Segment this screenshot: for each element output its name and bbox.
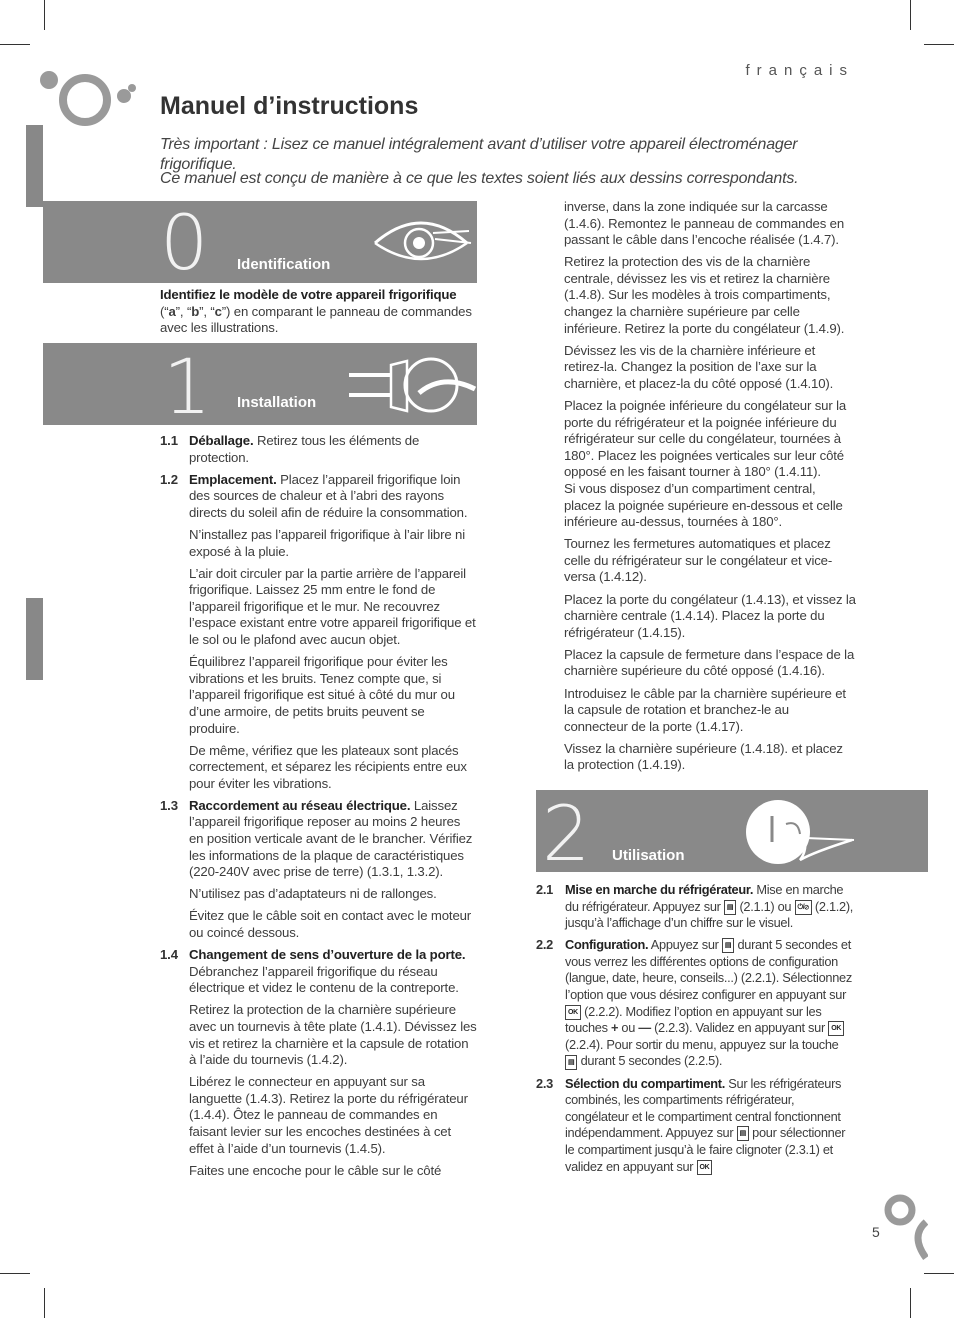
list-item: 2.2 Configuration. Appuyez sur ▤ durant 5 secondes et vous verrez les différentes options de configuration (langue, date, heure, conseils...) (2.2.1). Sélectionnez l’option que vous désirez configurer en appuyant sur OK (2.2.2). Modifiez l’option en appuyant sur les touches + ou — (2.2.3). Validez en appuyant sur OK (2.2.4). Pour sortir du menu, appuyez sur la touche ▤ durant 5 secondes (2.2.5). (536, 937, 852, 1069)
menu-key-icon: ▤ (722, 938, 734, 953)
side-accent-bar (26, 598, 43, 680)
section-number: 1 (163, 343, 212, 425)
right-column: inverse, dans la zone indiquée sur la carcasse (1.4.6). Remontez le panneau de commandes en passant le câble dans l’encoche réalisée (1.4.7). Retirez la protection des vis de la charnière centrale, dévissez les vis et retirez la charnière (1.4.8). Sur les modèles à trois compartiments, changez la charnière supérieure par celle inférieure. Retirez la porte du congélateur (1.4.9). Dévissez les vis de la charnière inférieure et retirez-la. Changez la position de l’axe sur la charnière, et placez-la du côté opposé (1.4.10). Placez la poignée inférieure du congélateur sur la porte du réfrigérateur et la poignée inférieure du réfrigérateur sur celle du congélateur, tournées à 180°. Placez les poignées verticales sur leur côté opposé en les faisant tourner à 180° (1.4.11). Si vous disposez d’un compartiment central, placez la poignée supérieure en-dessous et celle inférieure au-dessus, tournées à 180°. Tournez les fermetures automatiques et placez celle du réfrigérateur sur le congélateur et vice-versa (1.4.12). Placez la porte du congélateur (1.4.13), et vissez la charnière centrale (1.4.14). Placez la porte du réfrigérateur (1.4.15). Placez la capsule de fermeture dans l’espace de la charnière supérieure du côté opposé (1.4.16). Introduisez le câble par la charnière supérieure et la capsule de rotation et branchez-le au connecteur de la porte (1.4.17). Vissez la charnière supérieure (1.4.18). et placez la protection (1.4.19). (564, 199, 856, 773)
eye-icon (373, 207, 473, 277)
intro-text: Très important : Lisez ce manuel intégralement avant d’utiliser votre appareil électroménager frigorifique. (160, 136, 798, 173)
menu-key-icon: ▤ (724, 900, 736, 915)
list-item: 1.1 Déballage. Retirez tous les éléments de protection. (160, 433, 420, 465)
ok-key-icon: OK (565, 1005, 581, 1020)
list-item: 2.3 Sélection du compartiment. Sur les réfrigérateurs combinés, les compartiments réfrigérateur, congélateur et le compartiment central fonctionnent indépendamment. Appuyez sur ▤ pour sélectionner le compartiment jusqu’à le faire clignoter (2.3.1) et validez en appuyant sur OK (536, 1075, 846, 1174)
page-number: 5 (872, 1224, 880, 1240)
language-label: français (745, 62, 854, 79)
list-item: 1.4 Changement de sens d’ouverture de la porte. Débranchez l’appareil frigorifique du réseau électrique et videz le contenu de la contreporte. Retirez la protection de la charnière supérieure avec un tournevis à tête plate (1.4.1). Dévissez les vis et retirez la charnière et la capsule de rotation à l’aide du tournevis (1.4.2). Libérez le connecteur en appuyant sur sa languette (1.4.3). Retirez la porte du réfrigérateur (1.4.4). Ôtez le panneau de commandes en faisant levier sur les encoches destinées à cet effet à l’aide d’un tournevis (1.4.5). Faites une encoche pour le câble sur le côté (160, 947, 477, 1178)
plus-key-icon: + (610, 1020, 619, 1036)
crop-mark (924, 44, 954, 45)
menu-key-icon: ▤ (565, 1055, 577, 1070)
page-title: Manuel d’instructions (160, 92, 419, 120)
crop-mark (910, 0, 911, 30)
crop-mark (924, 1273, 954, 1274)
section-banner-installation (43, 343, 477, 425)
finger-press-icon (742, 794, 862, 870)
brand-logo-footer-icon (880, 1192, 928, 1262)
ok-key-icon: OK (828, 1021, 844, 1036)
crop-mark (0, 44, 30, 45)
crop-mark (910, 1288, 911, 1318)
plug-icon (347, 349, 477, 421)
section-number: 2 (542, 790, 591, 872)
crop-mark (44, 0, 45, 30)
section-label: Identification (237, 256, 331, 273)
list-item: 2.1 Mise en marche du réfrigérateur. Mise en marche du réfrigérateur. Appuyez sur ▤ (2.1.1) ou ⏻/⊘ (2.1.2), jusqu’à l’affichage d’un chiffre sur le visuel. (536, 882, 854, 931)
menu-key-icon: ▤ (737, 1126, 749, 1141)
installation-column (160, 433, 478, 1185)
section-label: Installation (237, 394, 317, 411)
section-banner-utilisation (536, 790, 928, 872)
identification-text: Identifiez le modèle de votre appareil frigorifique (“a”, “b”, “c”) en comparant le panneau de commandes avec les illustrations. (160, 287, 472, 336)
ok-key-icon: OK (697, 1160, 713, 1175)
minus-key-icon: — (638, 1020, 651, 1036)
section-number: 0 (160, 201, 209, 283)
section-label: Utilisation (612, 847, 685, 864)
utilisation-column (536, 882, 854, 1181)
crop-mark (44, 1288, 45, 1318)
brand-logo-icon (40, 62, 140, 142)
onoff-key-icon: ⏻/⊘ (795, 900, 812, 915)
crop-mark (0, 1273, 30, 1274)
list-item: 1.2 Emplacement. Placez l’appareil frigorifique loin des sources de chaleur et à l’abri des rayons directs du soleil afin de réduire la consommation. N’installez pas l’appareil frigorifique à l’air libre ni exposé à la pluie. L’air doit circuler par la partie arrière de l’appareil frigorifique. Laissez 25 mm entre le fond de l’appareil frigorifique et le mur. Ne recouvrez l’espace existant entre votre appareil frigorifique et le sol ou le plafond avec aucun objet. Équilibrez l’appareil frigorifique pour éviter les vibrations et les bruits. Tenez compte que, si l’appareil frigorifique est situé à côté du mur ou d’une armoire, de petits bruits peuvent se produire. De même, vérifiez que les plateaux sont placés correctement, et séparez les récipients entre eux pour éviter les vibrations. (160, 471, 476, 791)
list-item: 1.3 Raccordement au réseau électrique. Laissez l’appareil frigorifique reposer au moins 2 heures en position verticale avant de le brancher. Vérifiez les informations de la plaque de caractéristiques (220-240V avec prise de terre) (1.3.1, 1.3.2). N’utilisez pas d’adaptateurs ni de rallonges. Évitez que le câble soit en contact avec le moteur ou coincé dessous. (160, 797, 473, 941)
side-accent-bar (26, 125, 43, 207)
intro-text: Ce manuel est conçu de manière à ce que les textes soient liés aux dessins correspondants. (160, 170, 799, 187)
section-banner-identification (43, 201, 477, 283)
